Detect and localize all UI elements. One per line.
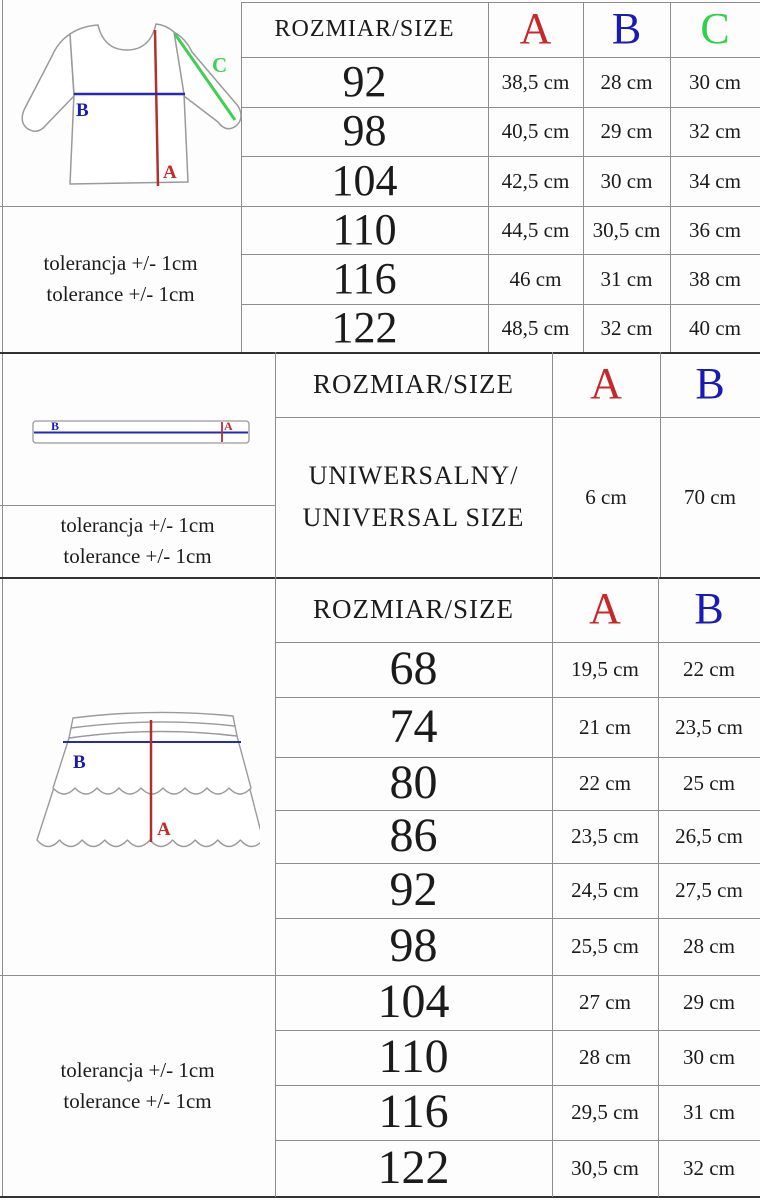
- measurement-cell-a: 40,5 cm: [501, 119, 570, 144]
- diagram-label-c: C: [212, 53, 228, 77]
- measurement-cell-a: 28 cm: [579, 1045, 631, 1070]
- size-cell: 122: [377, 1140, 450, 1194]
- size-cell: 68: [389, 642, 438, 696]
- headband-diagram: [25, 413, 260, 460]
- tolerance-note: [0, 206, 241, 352]
- measurement-cell-c: 32 cm: [689, 119, 741, 144]
- measurement-cell-b: 30,5 cm: [592, 217, 661, 242]
- shirt-left-sleeve: [22, 34, 74, 131]
- measurement-cell-c: 36 cm: [689, 217, 741, 242]
- tolerance-note: [0, 975, 275, 1197]
- measurement-cell-b: 31 cm: [683, 1100, 735, 1125]
- skirt-size-header: ROZMIAR/SIZE: [313, 594, 514, 625]
- measurement-cell-b: 32 cm: [600, 315, 653, 340]
- shirt-diagram: [8, 6, 243, 203]
- size-cell: 116: [332, 253, 397, 303]
- diagram-label-a: A: [163, 162, 177, 183]
- size-cell: 98: [342, 106, 387, 156]
- tolerance-line-pl: tolerancja +/- 1cm: [43, 251, 198, 275]
- measurement-cell-a: 19,5 cm: [571, 657, 639, 682]
- measurement-cell-a: 25,5 cm: [571, 934, 639, 959]
- tolerance-note: [0, 505, 275, 577]
- size-cell: 98: [389, 919, 438, 973]
- measurement-cell-b: 70 cm: [684, 484, 736, 509]
- size-cell: [275, 417, 552, 577]
- measurement-cell-a: 27 cm: [579, 990, 631, 1015]
- skirt-col-a-header: A: [589, 584, 621, 634]
- measurement-cell-c: 30 cm: [689, 69, 741, 94]
- measurement-cell-a: 46 cm: [509, 266, 562, 291]
- measurement-cell-b: 32 cm: [683, 1155, 735, 1180]
- measurement-cell-a: 44,5 cm: [501, 217, 570, 242]
- measurement-cell-a: 21 cm: [579, 714, 631, 739]
- measurement-cell-a: 29,5 cm: [571, 1100, 639, 1125]
- tolerance-line-pl: tolerancja +/- 1cm: [60, 1058, 215, 1082]
- headband-size-header: ROZMIAR/SIZE: [313, 369, 514, 400]
- measurement-cell-c: 40 cm: [689, 315, 741, 340]
- size-cell: 104: [331, 155, 398, 205]
- diagram-label-b: B: [76, 100, 89, 121]
- measurement-cell-a: 23,5 cm: [571, 824, 639, 849]
- diagram-label-a: A: [224, 419, 233, 433]
- size-cell: 92: [342, 56, 387, 106]
- measurement-cell-b: 23,5 cm: [675, 714, 743, 739]
- size-cell: 86: [389, 809, 438, 863]
- measurement-cell-c: 34 cm: [689, 168, 741, 193]
- diagram-label-b: B: [73, 752, 86, 773]
- size-cell: 122: [331, 302, 398, 352]
- measurement-cell-a: 30,5 cm: [571, 1155, 639, 1180]
- measurement-cell-a: 22 cm: [579, 771, 631, 796]
- measurement-cell-b: 31 cm: [600, 266, 653, 291]
- tolerance-line-en: tolerance +/- 1cm: [46, 282, 195, 306]
- diagram-label-b: B: [51, 419, 60, 433]
- skirt-diagram: [25, 700, 260, 880]
- size-cell: 80: [389, 756, 438, 810]
- shirt-col-a-header: A: [519, 4, 552, 54]
- measurement-cell-b: 29 cm: [600, 119, 653, 144]
- tolerance-line-en: tolerance +/- 1cm: [63, 544, 212, 568]
- measurement-cell-b: 25 cm: [683, 771, 735, 796]
- tolerance-line-pl: tolerancja +/- 1cm: [60, 513, 215, 537]
- measurement-cell-b: 28 cm: [683, 934, 735, 959]
- headband-col-a-header: A: [590, 359, 622, 409]
- measurement-cell-c: 38 cm: [689, 266, 741, 291]
- measurement-cell-a: 38,5 cm: [501, 69, 570, 94]
- tolerance-line-en: tolerance +/- 1cm: [63, 1089, 212, 1113]
- shirt-size-header: ROZMIAR/SIZE: [274, 15, 455, 42]
- size-cell: 110: [332, 204, 397, 254]
- measurement-cell-b: 28 cm: [600, 69, 653, 94]
- measurement-cell-b: 22 cm: [683, 657, 735, 682]
- measurement-cell-a: 42,5 cm: [501, 168, 570, 193]
- diagram-label-a: A: [157, 819, 171, 840]
- size-cell: 110: [378, 1030, 449, 1084]
- headband-col-b-header: B: [695, 359, 725, 409]
- shirt-col-c-header: C: [700, 4, 730, 54]
- size-cell: 74: [389, 699, 438, 753]
- measurement-cell-b: 27,5 cm: [675, 878, 743, 903]
- measurement-cell-b: 26,5 cm: [675, 824, 743, 849]
- size-cell: 116: [378, 1085, 449, 1139]
- shirt-col-b-header: B: [611, 4, 642, 54]
- measurement-cell-a: 48,5 cm: [501, 315, 570, 340]
- universal-size-line-en: UNIVERSAL SIZE: [302, 503, 525, 532]
- measurement-cell-b: 30 cm: [600, 168, 653, 193]
- measurement-cell-a: 6 cm: [585, 484, 627, 509]
- measurement-cell-b: 30 cm: [683, 1045, 735, 1070]
- skirt-col-b-header: B: [694, 584, 724, 634]
- universal-size-line-pl: UNIWERSALNY/: [308, 461, 519, 490]
- measurement-cell-b: 29 cm: [683, 990, 735, 1015]
- size-cell: 92: [389, 863, 438, 917]
- measurement-cell-a: 24,5 cm: [571, 878, 639, 903]
- size-cell: 104: [377, 975, 450, 1029]
